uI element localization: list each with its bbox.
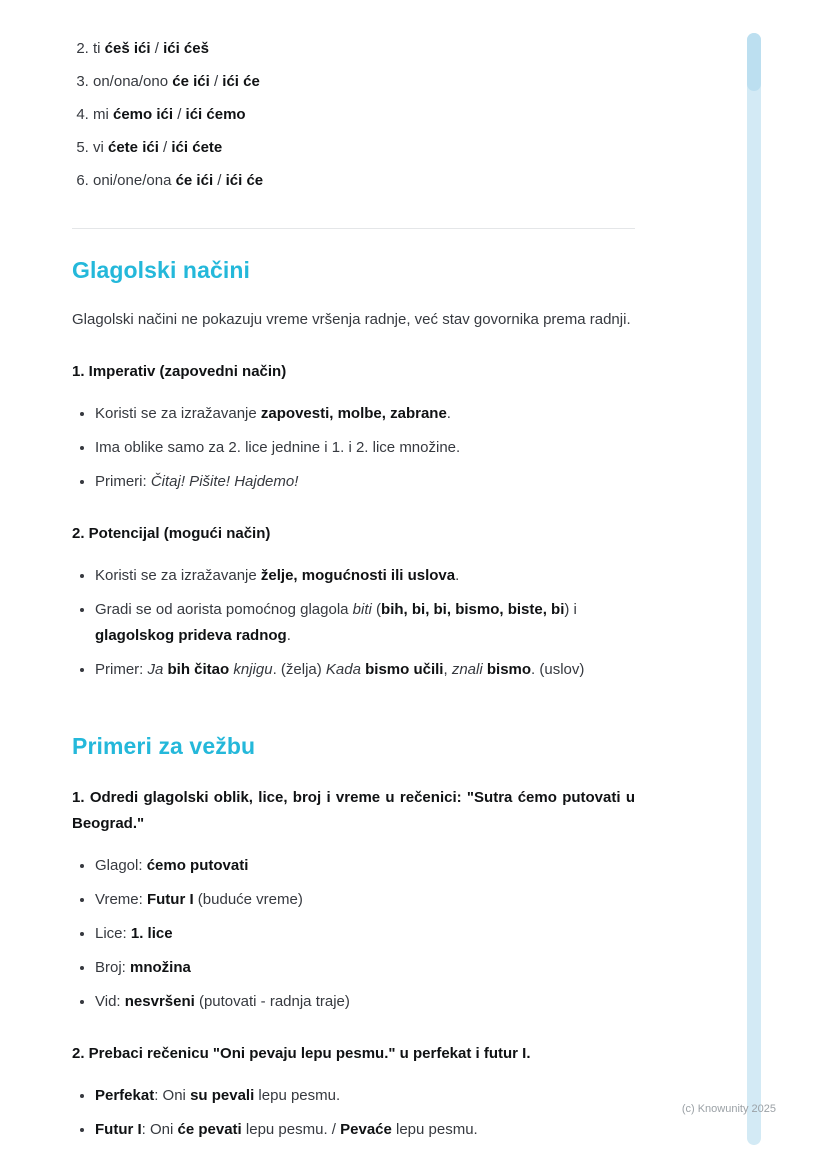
text-run: ćemo putovati xyxy=(146,857,249,874)
text-run: bih čitao xyxy=(167,661,230,678)
text-run: lepu pesmu. / xyxy=(241,1121,341,1138)
section-heading-glagolski-nacini: Glagolski načini xyxy=(72,257,250,283)
text-run: bismo xyxy=(486,661,532,678)
text-run: zapovesti, molbe, zabrane xyxy=(260,405,447,422)
text-run: vi xyxy=(93,139,108,156)
section-heading-primeri-za-vezbu: Primeri za vežbu xyxy=(72,733,256,759)
text-run: on/ona/ono xyxy=(93,73,173,90)
text-run: Vid: xyxy=(95,993,125,1010)
text-run: ići ćeš xyxy=(163,40,209,57)
task1-bullet xyxy=(95,853,635,879)
text-run: Primeri: xyxy=(95,473,151,490)
conjugation-list xyxy=(72,36,635,194)
section-glagolski-nacini xyxy=(72,255,635,683)
text-run: ( xyxy=(371,601,382,618)
potencijal-bullet xyxy=(95,657,635,683)
subheading-imperativ: 1. Imperativ (zapovedni način) xyxy=(72,363,287,380)
text-run: biti xyxy=(352,601,372,618)
potencijal-bullet xyxy=(95,597,635,649)
text-run: ti xyxy=(93,40,105,57)
imperativ-bullet xyxy=(95,435,635,461)
section-primeri-za-vezbu xyxy=(72,731,635,1143)
task2-title: 2. Prebaci rečenicu "Oni pevaju lepu pesmu." u perfekat i futur I. xyxy=(72,1045,531,1062)
text-run: ćeš ići xyxy=(104,40,151,57)
text-run: Gradi se od aorista pomoćnog glagola xyxy=(95,601,353,618)
text-run: (buduće vreme) xyxy=(193,891,303,908)
text-run: ići ćete xyxy=(171,139,223,156)
text-run: (putovati - radnja traje) xyxy=(194,993,350,1010)
text-run: / xyxy=(213,172,226,189)
text-run: 1. lice xyxy=(130,925,173,942)
text-run: . xyxy=(286,627,291,644)
text-run: / xyxy=(150,40,164,57)
document-content xyxy=(72,0,635,1151)
task2-bullet xyxy=(95,1083,635,1109)
conjugation-list-item xyxy=(93,69,635,95)
task2-bullet xyxy=(95,1117,635,1143)
text-run: lepu pesmu. xyxy=(254,1087,341,1104)
text-run: ići će xyxy=(225,172,264,189)
task1-bullet xyxy=(95,887,635,913)
text-run: . xyxy=(455,567,460,584)
text-run: nesvršeni xyxy=(124,993,195,1010)
text-run: ići ćemo xyxy=(185,106,246,123)
text-run: Koristi se za izražavanje xyxy=(95,567,261,584)
text-run: knjigu xyxy=(233,661,273,678)
text-run: želje, mogućnosti ili uslova xyxy=(260,567,456,584)
imperativ-bullet-list xyxy=(72,401,635,495)
text-run: : Oni xyxy=(141,1121,178,1138)
moods-intro-paragraph: Glagolski načini ne pokazuju vreme vršenja radnje, već stav govornika prema radnji. xyxy=(72,311,631,328)
text-run: : Oni xyxy=(154,1087,191,1104)
text-run: mi xyxy=(93,106,113,123)
text-run: ćete ići xyxy=(108,139,159,156)
imperativ-bullet xyxy=(95,469,635,495)
text-run: Glagol: xyxy=(95,857,147,874)
text-run: Čitaj! Pišite! Hajdemo! xyxy=(150,473,299,490)
text-run: Futur I xyxy=(146,891,194,908)
text-run: oni/one/ona xyxy=(93,172,176,189)
text-run: ćemo ići xyxy=(113,106,174,123)
subheading-potencijal: 2. Potencijal (mogući način) xyxy=(72,525,271,542)
text-run: . xyxy=(446,405,451,422)
text-run: znali xyxy=(451,661,483,678)
text-run: Kada xyxy=(325,661,361,678)
task2-bullet-list xyxy=(72,1083,635,1143)
text-run: Koristi se za izražavanje xyxy=(95,405,261,422)
text-run: / xyxy=(173,106,186,123)
text-run: . (želja) xyxy=(272,661,326,678)
text-run: lepu pesmu. xyxy=(391,1121,478,1138)
text-run: ići će xyxy=(222,73,260,90)
text-run: ) i xyxy=(564,601,577,618)
text-run: Lice: xyxy=(95,925,131,942)
text-run: Pevaće xyxy=(340,1121,392,1138)
potencijal-bullet xyxy=(95,563,635,589)
text-run: / xyxy=(209,73,223,90)
text-run: , xyxy=(443,661,452,678)
text-run: su pevali xyxy=(190,1087,255,1104)
text-run: će pevati xyxy=(177,1121,242,1138)
potencijal-bullet-list xyxy=(72,563,635,683)
text-run: Futur I xyxy=(95,1121,142,1138)
task1-bullet xyxy=(95,921,635,947)
text-run: Ja xyxy=(147,661,164,678)
text-run: / xyxy=(158,139,172,156)
text-run: Vreme: xyxy=(95,891,147,908)
text-run: . (uslov) xyxy=(531,661,585,678)
imperativ-bullet xyxy=(95,401,635,427)
task1-bullet xyxy=(95,955,635,981)
conjugation-list-item xyxy=(93,168,635,194)
conjugation-list-item xyxy=(93,135,635,161)
conjugation-list-item xyxy=(93,102,635,128)
text-run: Primer: xyxy=(95,661,148,678)
scrollbar-track[interactable] xyxy=(747,33,761,1145)
scrollbar-thumb[interactable] xyxy=(747,33,761,91)
text-run: Perfekat xyxy=(95,1087,155,1104)
task1-bullet xyxy=(95,989,635,1015)
text-run: glagolskog prideva radnog xyxy=(95,627,287,644)
text-run: bismo učili xyxy=(365,661,444,678)
copyright-footer: (c) Knowunity 2025 xyxy=(681,1103,776,1115)
text-run: će ići xyxy=(175,172,214,189)
text-run: Ima oblike samo za 2. lice jednine i 1. i 2. lice množine. xyxy=(95,439,461,456)
text-run: bih, bi, bi, bismo, biste, bi xyxy=(381,601,565,618)
task1-title: 1. Odredi glagolski oblik, lice, broj i vreme u rečenici: "Sutra ćemo putovati u Beograd." xyxy=(72,789,635,832)
text-run: Broj: xyxy=(95,959,131,976)
section-divider xyxy=(72,228,635,229)
task1-bullet-list xyxy=(72,853,635,1015)
text-run: će ići xyxy=(172,73,210,90)
conjugation-list-item xyxy=(93,36,635,62)
text-run: množina xyxy=(130,959,191,976)
